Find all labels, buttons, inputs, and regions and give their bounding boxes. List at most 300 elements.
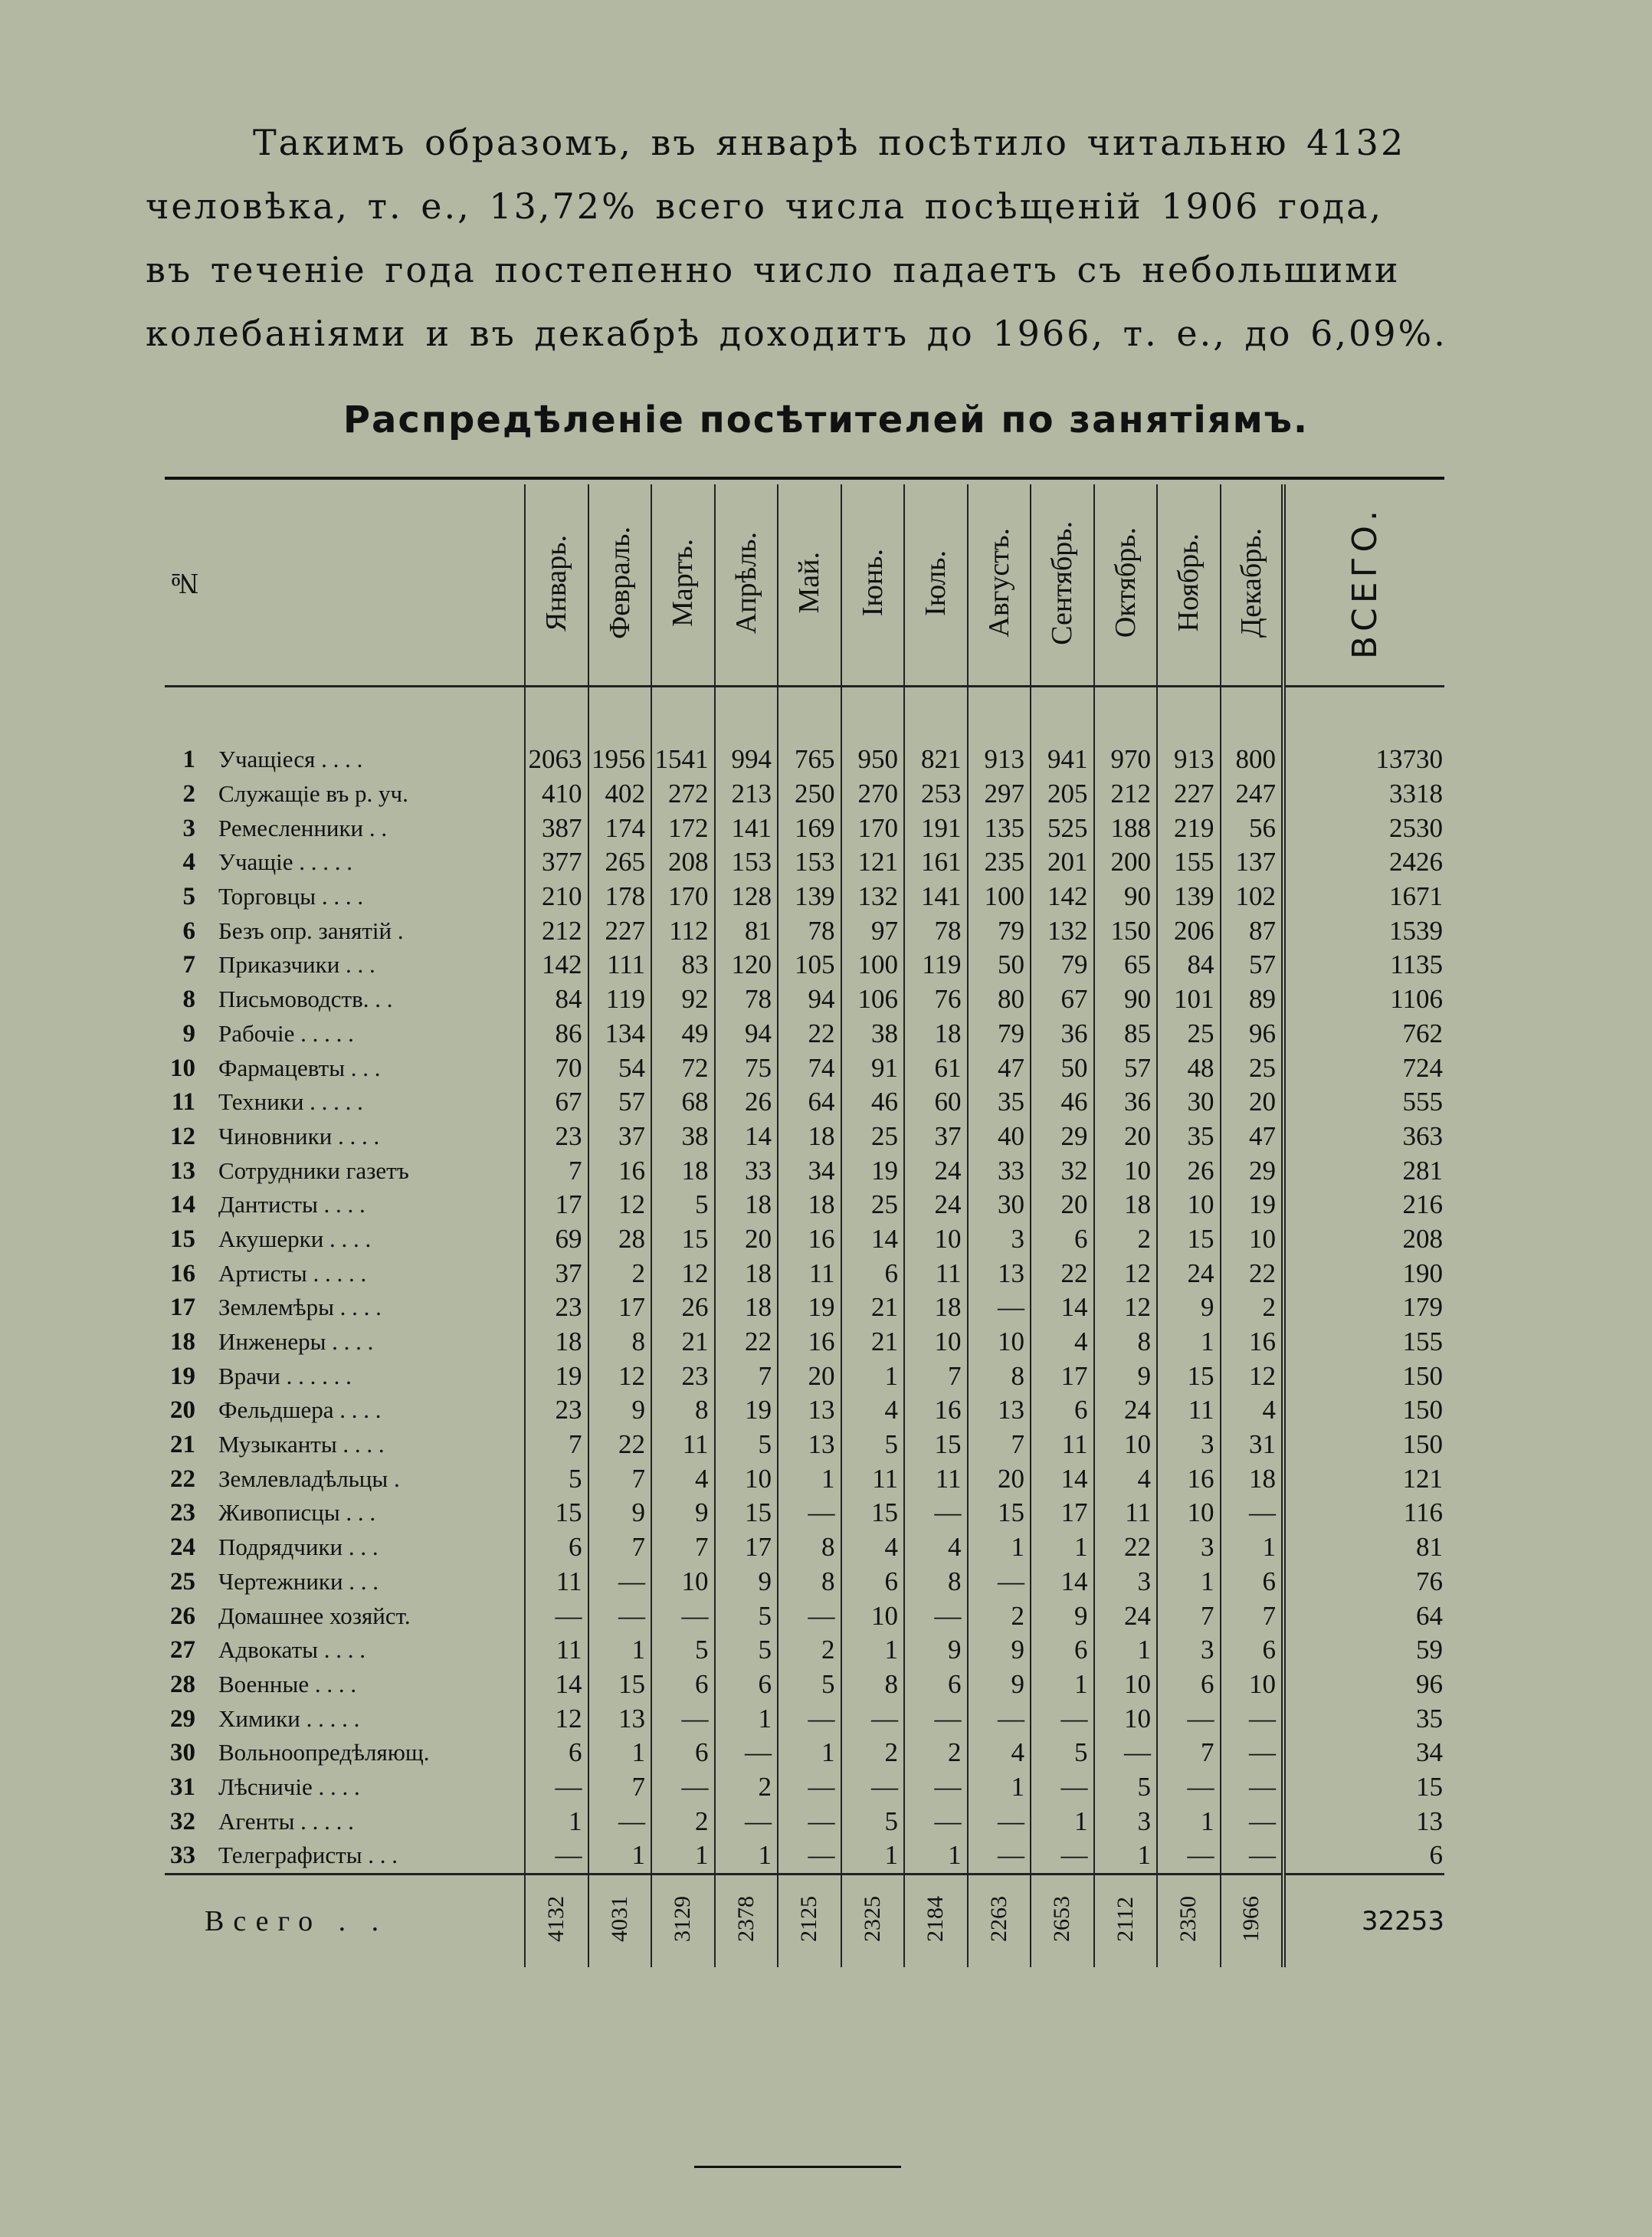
month-value: 9 (968, 1633, 1031, 1668)
month-value: 4 (841, 1393, 905, 1428)
month-value: 112 (651, 913, 715, 948)
month-value: 7 (651, 1530, 715, 1565)
month-value: 12 (588, 1188, 652, 1222)
month-value: 1 (588, 1736, 652, 1770)
month-total: 2263 (968, 1874, 1031, 1967)
month-value: 174 (588, 811, 652, 845)
occupation-name: Учащіеся . . . . (218, 746, 363, 773)
month-value: 5 (715, 1599, 778, 1633)
month-total: 1966 (1221, 1874, 1284, 1967)
occupation-name: Чиновники . . . . (218, 1122, 380, 1150)
month-value: 402 (588, 777, 652, 812)
table-row (165, 1017, 1444, 1051)
header-month: Іюль. (904, 484, 968, 687)
month-value: — (904, 1496, 968, 1530)
month-value: 102 (1221, 880, 1284, 914)
month-value: — (968, 1291, 1031, 1325)
month-value: 6 (1221, 1565, 1284, 1599)
month-value: 14 (841, 1222, 905, 1257)
row-number: 8 (182, 986, 195, 1014)
month-value: 16 (778, 1325, 841, 1360)
month-value: — (1221, 1701, 1284, 1736)
occupation-table (165, 484, 1444, 1967)
month-value: 1 (1157, 1325, 1221, 1360)
month-value: — (1221, 1770, 1284, 1805)
month-value: 38 (841, 1017, 905, 1051)
month-value: 2 (841, 1736, 905, 1770)
occupation-name: Дантисты . . . . (218, 1191, 365, 1219)
month-value: 10 (1157, 1188, 1221, 1222)
month-value: 270 (841, 777, 905, 812)
table-row (165, 948, 1444, 982)
month-value: 5 (1031, 1736, 1094, 1770)
month-value: 33 (968, 1153, 1031, 1188)
month-value: — (715, 1736, 778, 1770)
month-value: 21 (651, 1325, 715, 1360)
month-value: 11 (651, 1428, 715, 1462)
month-value: 1 (1031, 1668, 1094, 1702)
row-total: 724 (1283, 1051, 1444, 1085)
month-value: 206 (1157, 913, 1221, 948)
header-total: ВСЕГО. (1283, 484, 1444, 687)
month-value: 4 (968, 1736, 1031, 1770)
month-value: 25 (841, 1188, 905, 1222)
month-value: 19 (1221, 1188, 1284, 1222)
table-header-row (165, 484, 1444, 687)
month-value: 40 (968, 1120, 1031, 1154)
month-value: 18 (904, 1291, 968, 1325)
header-month: Апрѣль. (715, 484, 778, 687)
month-value: 101 (1157, 982, 1221, 1017)
month-value: 6 (841, 1256, 905, 1291)
month-value: 56 (1221, 811, 1284, 845)
month-value: 23 (525, 1120, 588, 1154)
month-value: — (1221, 1496, 1284, 1530)
month-value: 26 (715, 1085, 778, 1120)
month-value: 24 (1094, 1599, 1158, 1633)
month-value: 14 (525, 1668, 588, 1702)
month-total: 4132 (525, 1874, 588, 1967)
month-value: 6 (715, 1668, 778, 1702)
row-total: 2530 (1283, 811, 1444, 845)
table-row (165, 811, 1444, 845)
month-value: 119 (588, 982, 652, 1017)
month-value: 25 (1157, 1017, 1221, 1051)
month-value: 8 (968, 1359, 1031, 1393)
occupation-name: Землемѣры . . . . (218, 1294, 382, 1321)
month-value: 6 (1031, 1222, 1094, 1257)
month-value: — (1094, 1736, 1158, 1770)
month-value: 14 (1031, 1565, 1094, 1599)
month-value: 150 (1094, 913, 1158, 948)
month-value: 765 (778, 743, 841, 777)
month-value: 19 (841, 1153, 905, 1188)
month-value: 16 (1157, 1461, 1221, 1496)
table-title: Распредѣленіе посѣтителей по занятіямъ. (343, 399, 1309, 441)
month-value: 90 (1094, 982, 1158, 1017)
month-value: 12 (588, 1359, 652, 1393)
month-value: 23 (525, 1291, 588, 1325)
month-value: 38 (651, 1120, 715, 1154)
month-value: — (904, 1701, 968, 1736)
month-value: 1 (904, 1838, 968, 1874)
row-total: 555 (1283, 1085, 1444, 1120)
month-value: 2 (1221, 1291, 1284, 1325)
month-value: — (715, 1804, 778, 1838)
table-row (165, 1188, 1444, 1222)
month-value: 100 (841, 948, 905, 982)
month-value: 76 (904, 982, 968, 1017)
month-value: 6 (651, 1668, 715, 1702)
row-total: 34 (1283, 1736, 1444, 1770)
month-value: 6 (1031, 1633, 1094, 1668)
occupation-name: Домашнее хозяйст. (218, 1602, 411, 1629)
month-value: 7 (525, 1428, 588, 1462)
month-value: 142 (525, 948, 588, 982)
row-number: 22 (170, 1465, 195, 1493)
month-value: 1 (1031, 1804, 1094, 1838)
month-value: 97 (841, 913, 905, 948)
month-value: 22 (1094, 1530, 1158, 1565)
month-value: 800 (1221, 743, 1284, 777)
occupation-name: Письмоводств. . . (218, 986, 393, 1013)
occupation-name: Техники . . . . . (218, 1088, 363, 1116)
month-value: 32 (1031, 1153, 1094, 1188)
month-value: 50 (1031, 1051, 1094, 1085)
month-value: 9 (968, 1668, 1031, 1702)
row-total: 121 (1283, 1461, 1444, 1496)
month-value: 235 (968, 845, 1031, 880)
month-value: 3 (1157, 1633, 1221, 1668)
paragraph-line: Такимъ образомъ, въ январѣ посѣтило читальню 4132 (253, 122, 1406, 163)
month-value: 2 (968, 1599, 1031, 1633)
row-total: 15 (1283, 1770, 1444, 1805)
month-value: 5 (715, 1633, 778, 1668)
month-value: 20 (1094, 1120, 1158, 1154)
month-value: 60 (904, 1085, 968, 1120)
month-value: 22 (588, 1428, 652, 1462)
month-value: 105 (778, 948, 841, 982)
month-value: 17 (1031, 1359, 1094, 1393)
row-total: 1539 (1283, 913, 1444, 948)
row-number: 31 (170, 1773, 195, 1801)
month-value: 525 (1031, 811, 1094, 845)
month-value: 19 (525, 1359, 588, 1393)
row-number: 11 (171, 1088, 195, 1117)
header-month: Мартъ. (651, 484, 715, 687)
table-row (165, 1120, 1444, 1154)
paragraph-line: въ теченіе года постепенно число падаетъ съ небольшими (146, 249, 1401, 290)
month-value: — (651, 1599, 715, 1633)
month-value: 3 (1157, 1530, 1221, 1565)
month-value: 86 (525, 1017, 588, 1051)
occupation-name: Сотрудники газетъ (218, 1156, 409, 1184)
row-total: 64 (1283, 1599, 1444, 1633)
month-value: — (588, 1565, 652, 1599)
month-value: — (651, 1770, 715, 1805)
month-value: 4 (1094, 1461, 1158, 1496)
month-value: 7 (1157, 1599, 1221, 1633)
occupation-name: Фельдшера . . . . (218, 1396, 382, 1424)
month-value: 7 (1221, 1599, 1284, 1633)
table-row (165, 1153, 1444, 1188)
row-total: 3318 (1283, 777, 1444, 812)
occupation-name: Инженеры . . . . (218, 1328, 374, 1356)
month-value: 25 (1221, 1051, 1284, 1085)
month-value: 7 (525, 1153, 588, 1188)
month-value: 96 (1221, 1017, 1284, 1051)
month-value: 7 (1157, 1736, 1221, 1770)
month-value: 913 (1157, 743, 1221, 777)
month-value: 36 (1094, 1085, 1158, 1120)
row-total: 216 (1283, 1188, 1444, 1222)
month-total: 2653 (1031, 1874, 1094, 1967)
month-value: — (904, 1599, 968, 1633)
occupation-name: Агенты . . . . . (218, 1807, 354, 1835)
month-value: 941 (1031, 743, 1094, 777)
row-number: 30 (170, 1739, 195, 1767)
month-value: 297 (968, 777, 1031, 812)
month-value: 92 (651, 982, 715, 1017)
month-total: 2125 (778, 1874, 841, 1967)
month-value: 132 (841, 880, 905, 914)
month-value: 18 (715, 1188, 778, 1222)
month-value: 15 (968, 1496, 1031, 1530)
month-value: — (778, 1804, 841, 1838)
month-value: 178 (588, 880, 652, 914)
month-value: 11 (904, 1461, 968, 1496)
month-value: 24 (904, 1188, 968, 1222)
bottom-rule (694, 2166, 901, 2168)
row-total: 150 (1283, 1393, 1444, 1428)
month-value: 913 (968, 743, 1031, 777)
row-total: 281 (1283, 1153, 1444, 1188)
month-value: 119 (904, 948, 968, 982)
month-value: 4 (651, 1461, 715, 1496)
month-value: 24 (1094, 1393, 1158, 1428)
occupation-name: Приказчики . . . (218, 951, 375, 979)
month-value: 15 (1157, 1359, 1221, 1393)
month-value: 26 (1157, 1153, 1221, 1188)
row-number: 25 (170, 1567, 195, 1596)
month-value: 68 (651, 1085, 715, 1120)
month-value: — (968, 1804, 1031, 1838)
month-value: 1956 (588, 743, 652, 777)
month-value: 35 (968, 1085, 1031, 1120)
month-total: 2325 (841, 1874, 905, 1967)
row-total: 76 (1283, 1565, 1444, 1599)
month-value: 1 (588, 1838, 652, 1874)
month-value: 141 (904, 880, 968, 914)
row-total: 13 (1283, 1804, 1444, 1838)
month-value: 121 (841, 845, 905, 880)
month-value: 47 (1221, 1120, 1284, 1154)
table-row (165, 1256, 1444, 1291)
month-value: 153 (778, 845, 841, 880)
month-value: 11 (525, 1633, 588, 1668)
month-value: 12 (651, 1256, 715, 1291)
month-value: 30 (968, 1188, 1031, 1222)
row-number: 16 (170, 1259, 195, 1287)
month-value: 65 (1094, 948, 1158, 982)
row-total: 150 (1283, 1359, 1444, 1393)
month-value: 135 (968, 811, 1031, 845)
row-number: 29 (170, 1704, 195, 1733)
month-value: 29 (1221, 1153, 1284, 1188)
month-value: 48 (1157, 1051, 1221, 1085)
month-value: 23 (525, 1393, 588, 1428)
month-value: 13 (778, 1393, 841, 1428)
month-value: 5 (715, 1428, 778, 1462)
occupation-name: Военные . . . . (218, 1670, 357, 1697)
month-value: 12 (525, 1701, 588, 1736)
table-row (165, 982, 1444, 1017)
month-value: 9 (1031, 1599, 1094, 1633)
month-value: 213 (715, 777, 778, 812)
month-value: 410 (525, 777, 588, 812)
month-value: 128 (715, 880, 778, 914)
month-value: 212 (525, 913, 588, 948)
month-value: 47 (968, 1051, 1031, 1085)
month-value: 84 (525, 982, 588, 1017)
month-value: 12 (1221, 1359, 1284, 1393)
table-row (165, 1668, 1444, 1702)
month-value: — (1157, 1838, 1221, 1874)
table-row (165, 1736, 1444, 1770)
row-number: 20 (170, 1396, 195, 1425)
month-value: 64 (778, 1085, 841, 1120)
month-value: 12 (1094, 1256, 1158, 1291)
table-row (165, 1838, 1444, 1874)
month-value: 80 (968, 982, 1031, 1017)
row-number: 7 (182, 951, 195, 979)
occupation-name: Служащіе въ р. уч. (218, 780, 408, 808)
month-value: 78 (778, 913, 841, 948)
month-value: 46 (841, 1085, 905, 1120)
month-value: 227 (588, 913, 652, 948)
month-value: 8 (841, 1668, 905, 1702)
row-total: 2426 (1283, 845, 1444, 880)
month-value: 61 (904, 1051, 968, 1085)
month-total: 3129 (651, 1874, 715, 1967)
totals-label: Всего . . (205, 1874, 525, 1967)
month-value: 29 (1031, 1120, 1094, 1154)
table-row (165, 1701, 1444, 1736)
month-value: 49 (651, 1017, 715, 1051)
month-value: 9 (588, 1393, 652, 1428)
month-value: 16 (904, 1393, 968, 1428)
month-value: 13 (968, 1393, 1031, 1428)
month-value: 111 (588, 948, 652, 982)
month-value: 106 (841, 982, 905, 1017)
month-value: 6 (841, 1565, 905, 1599)
header-month: Январь. (525, 484, 588, 687)
row-number: 10 (170, 1054, 195, 1082)
month-value: 191 (904, 811, 968, 845)
occupation-name: Акушерки . . . . (218, 1225, 372, 1252)
month-value: 1 (968, 1770, 1031, 1805)
month-value: 8 (651, 1393, 715, 1428)
month-value: 6 (904, 1668, 968, 1702)
row-number: 18 (170, 1328, 195, 1356)
month-total: 2350 (1157, 1874, 1221, 1967)
month-value: 16 (588, 1153, 652, 1188)
row-total: 96 (1283, 1668, 1444, 1702)
row-total: 13730 (1283, 743, 1444, 777)
month-value: 18 (904, 1017, 968, 1051)
row-total: 35 (1283, 1701, 1444, 1736)
occupation-name: Химики . . . . . (218, 1704, 360, 1732)
month-value: 46 (1031, 1085, 1094, 1120)
month-value: 18 (715, 1256, 778, 1291)
month-value: — (778, 1496, 841, 1530)
table-row (165, 1291, 1444, 1325)
month-value: 8 (778, 1565, 841, 1599)
month-value: 18 (1221, 1461, 1284, 1496)
table-row (165, 880, 1444, 914)
month-value: 69 (525, 1222, 588, 1257)
month-value: 272 (651, 777, 715, 812)
month-value: 6 (1031, 1393, 1094, 1428)
row-total: 208 (1283, 1222, 1444, 1257)
month-value: 9 (1157, 1291, 1221, 1325)
month-value: — (841, 1701, 905, 1736)
month-value: 3 (1094, 1804, 1158, 1838)
month-value: 219 (1157, 811, 1221, 845)
month-value: 5 (651, 1188, 715, 1222)
month-value: 19 (778, 1291, 841, 1325)
month-value: 20 (715, 1222, 778, 1257)
table-row (165, 777, 1444, 812)
occupation-name: Землевладѣльцы . (218, 1465, 400, 1492)
month-value: 15 (588, 1668, 652, 1702)
month-value: 70 (525, 1051, 588, 1085)
month-value: — (968, 1701, 1031, 1736)
month-value: 11 (1157, 1393, 1221, 1428)
table-row (165, 1633, 1444, 1668)
month-value: 30 (1157, 1085, 1221, 1120)
month-value: 265 (588, 845, 652, 880)
month-value: 2 (1094, 1222, 1158, 1257)
table-top-rule (165, 477, 1444, 480)
month-value: 11 (841, 1461, 905, 1496)
month-value: 1 (1221, 1530, 1284, 1565)
row-total: 155 (1283, 1325, 1444, 1360)
month-value: 137 (1221, 845, 1284, 880)
header-number: № (165, 484, 205, 687)
month-value: 6 (525, 1530, 588, 1565)
month-value: — (778, 1599, 841, 1633)
month-value: 5 (841, 1804, 905, 1838)
month-value: 1 (588, 1633, 652, 1668)
row-number: 23 (170, 1499, 195, 1527)
month-value: 212 (1094, 777, 1158, 812)
month-value: — (841, 1770, 905, 1805)
row-total: 1106 (1283, 982, 1444, 1017)
month-value: 210 (525, 880, 588, 914)
month-value: — (1221, 1838, 1284, 1874)
occupation-name: Подрядчики . . . (218, 1533, 379, 1561)
row-total: 6 (1283, 1838, 1444, 1874)
month-value: — (1221, 1736, 1284, 1770)
month-value: 1 (841, 1838, 905, 1874)
row-total: 59 (1283, 1633, 1444, 1668)
month-value: 9 (1094, 1359, 1158, 1393)
month-value: 15 (904, 1428, 968, 1462)
month-value: 78 (715, 982, 778, 1017)
month-value: 1 (1094, 1838, 1158, 1874)
occupation-name: Телеграфисты . . . (218, 1842, 398, 1869)
